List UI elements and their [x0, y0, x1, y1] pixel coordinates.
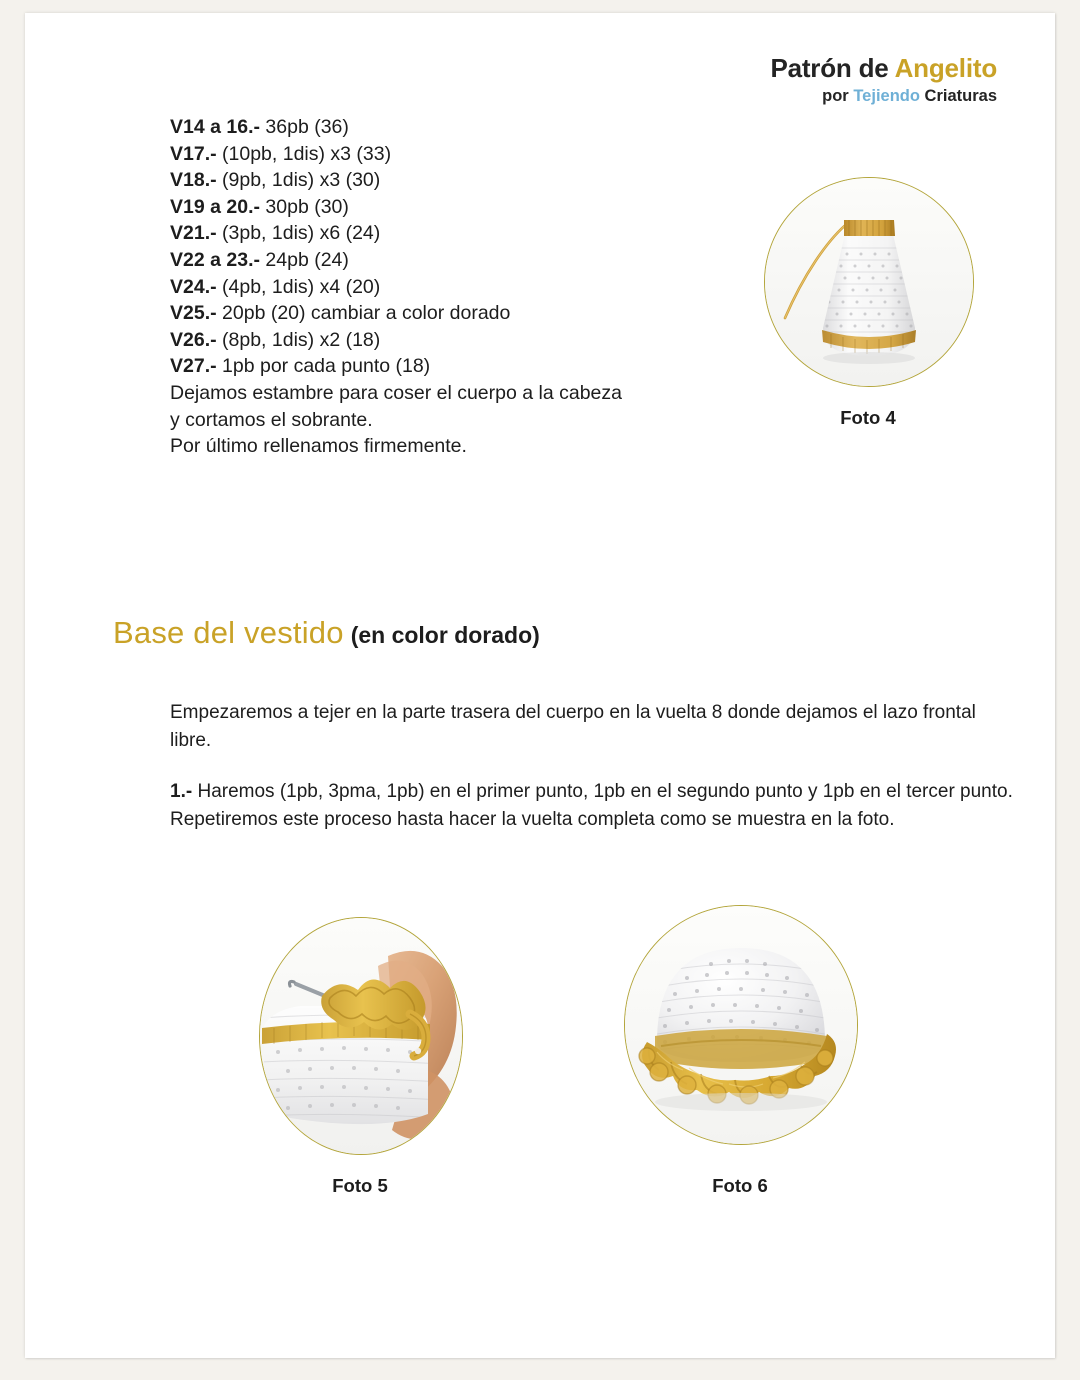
row-instruction-line [170, 220, 700, 247]
row-label: V27.- [170, 355, 217, 378]
row-label: V25.- [170, 302, 217, 325]
row-instruction-line [170, 167, 700, 194]
byline-brand-criaturas: Criaturas [924, 87, 997, 105]
row-instruction-line [170, 300, 700, 327]
row-label: V22 a 23.- [170, 248, 260, 271]
row-label: V21.- [170, 222, 217, 245]
photo-5-illustration [260, 918, 462, 1154]
row-text: (4pb, 1dis) x4 (20) [222, 275, 381, 298]
photo-4-caption: Foto 4 [840, 407, 896, 428]
step-1-paragraph [170, 778, 1015, 834]
byline-brand-tejiendo: Tejiendo [853, 87, 920, 105]
row-text: Dejamos estambre para coser el cuerpo a la cabeza [170, 381, 622, 404]
row-text: 1pb por cada punto (18) [222, 355, 431, 378]
row-text: 20pb (20) cambiar a color dorado [222, 302, 511, 325]
row-text: (8pb, 1dis) x2 (18) [222, 328, 381, 351]
row-label: V18.- [170, 169, 217, 192]
document-page [25, 13, 1055, 1358]
row-instruction-list [170, 114, 700, 460]
row-text: 36pb (36) [265, 116, 349, 138]
row-instruction-line [170, 380, 700, 407]
photo-5 [259, 917, 463, 1155]
brand-title-part2: Angelito [894, 53, 997, 83]
row-instruction-line [170, 114, 700, 141]
row-text: (10pb, 1dis) x3 (33) [222, 142, 392, 165]
row-label: V17.- [170, 142, 217, 165]
row-label: V14 a 16.- [170, 116, 260, 138]
step-1-label: 1.- [170, 781, 193, 802]
brand-title-part1: Patrón de [770, 53, 889, 83]
photo-4 [764, 177, 974, 387]
row-instruction-line [170, 407, 700, 434]
photo-6-illustration [625, 906, 857, 1144]
row-instruction-line [170, 274, 700, 301]
photo-4-illustration [765, 178, 973, 386]
row-instruction-line [170, 141, 700, 168]
section-heading-sub: (en color dorado) [350, 622, 540, 648]
row-text: (9pb, 1dis) x3 (30) [222, 169, 381, 192]
photo-6 [624, 905, 858, 1145]
step-1-text: Haremos (1pb, 3pma, 1pb) en el primer punto, 1pb en el segundo punto y 1pb en el tercer punto. Repetiremos este proceso hasta hacer la vuelta completa como se muestra en la foto. [170, 781, 1013, 830]
row-label: V24.- [170, 275, 217, 298]
brand-byline [770, 88, 997, 105]
row-instruction-line [170, 433, 700, 460]
row-text: 30pb (30) [265, 195, 349, 218]
row-instruction-line [170, 247, 700, 274]
row-text: y cortamos el sobrante. [170, 408, 373, 431]
row-text: Por último rellenamos firmemente. [170, 435, 467, 458]
section-heading [113, 615, 540, 651]
brand-header [770, 55, 997, 105]
intro-paragraph: Empezaremos a tejer en la parte trasera del cuerpo en la vuelta 8 donde dejamos el lazo frontal libre. [170, 702, 976, 751]
row-label: V19 a 20.- [170, 195, 260, 218]
row-text: 24pb (24) [265, 248, 349, 271]
row-instruction-line [170, 327, 700, 354]
row-text: (3pb, 1dis) x6 (24) [222, 222, 381, 245]
row-instruction-line [170, 194, 700, 221]
photo-6-caption: Foto 6 [712, 1175, 768, 1196]
brand-title [770, 55, 997, 81]
byline-prefix: por [822, 87, 849, 105]
row-instruction-line [170, 353, 700, 380]
section-heading-main: Base del vestido [113, 615, 344, 650]
row-label: V26.- [170, 328, 217, 351]
photo-5-caption: Foto 5 [332, 1175, 388, 1196]
